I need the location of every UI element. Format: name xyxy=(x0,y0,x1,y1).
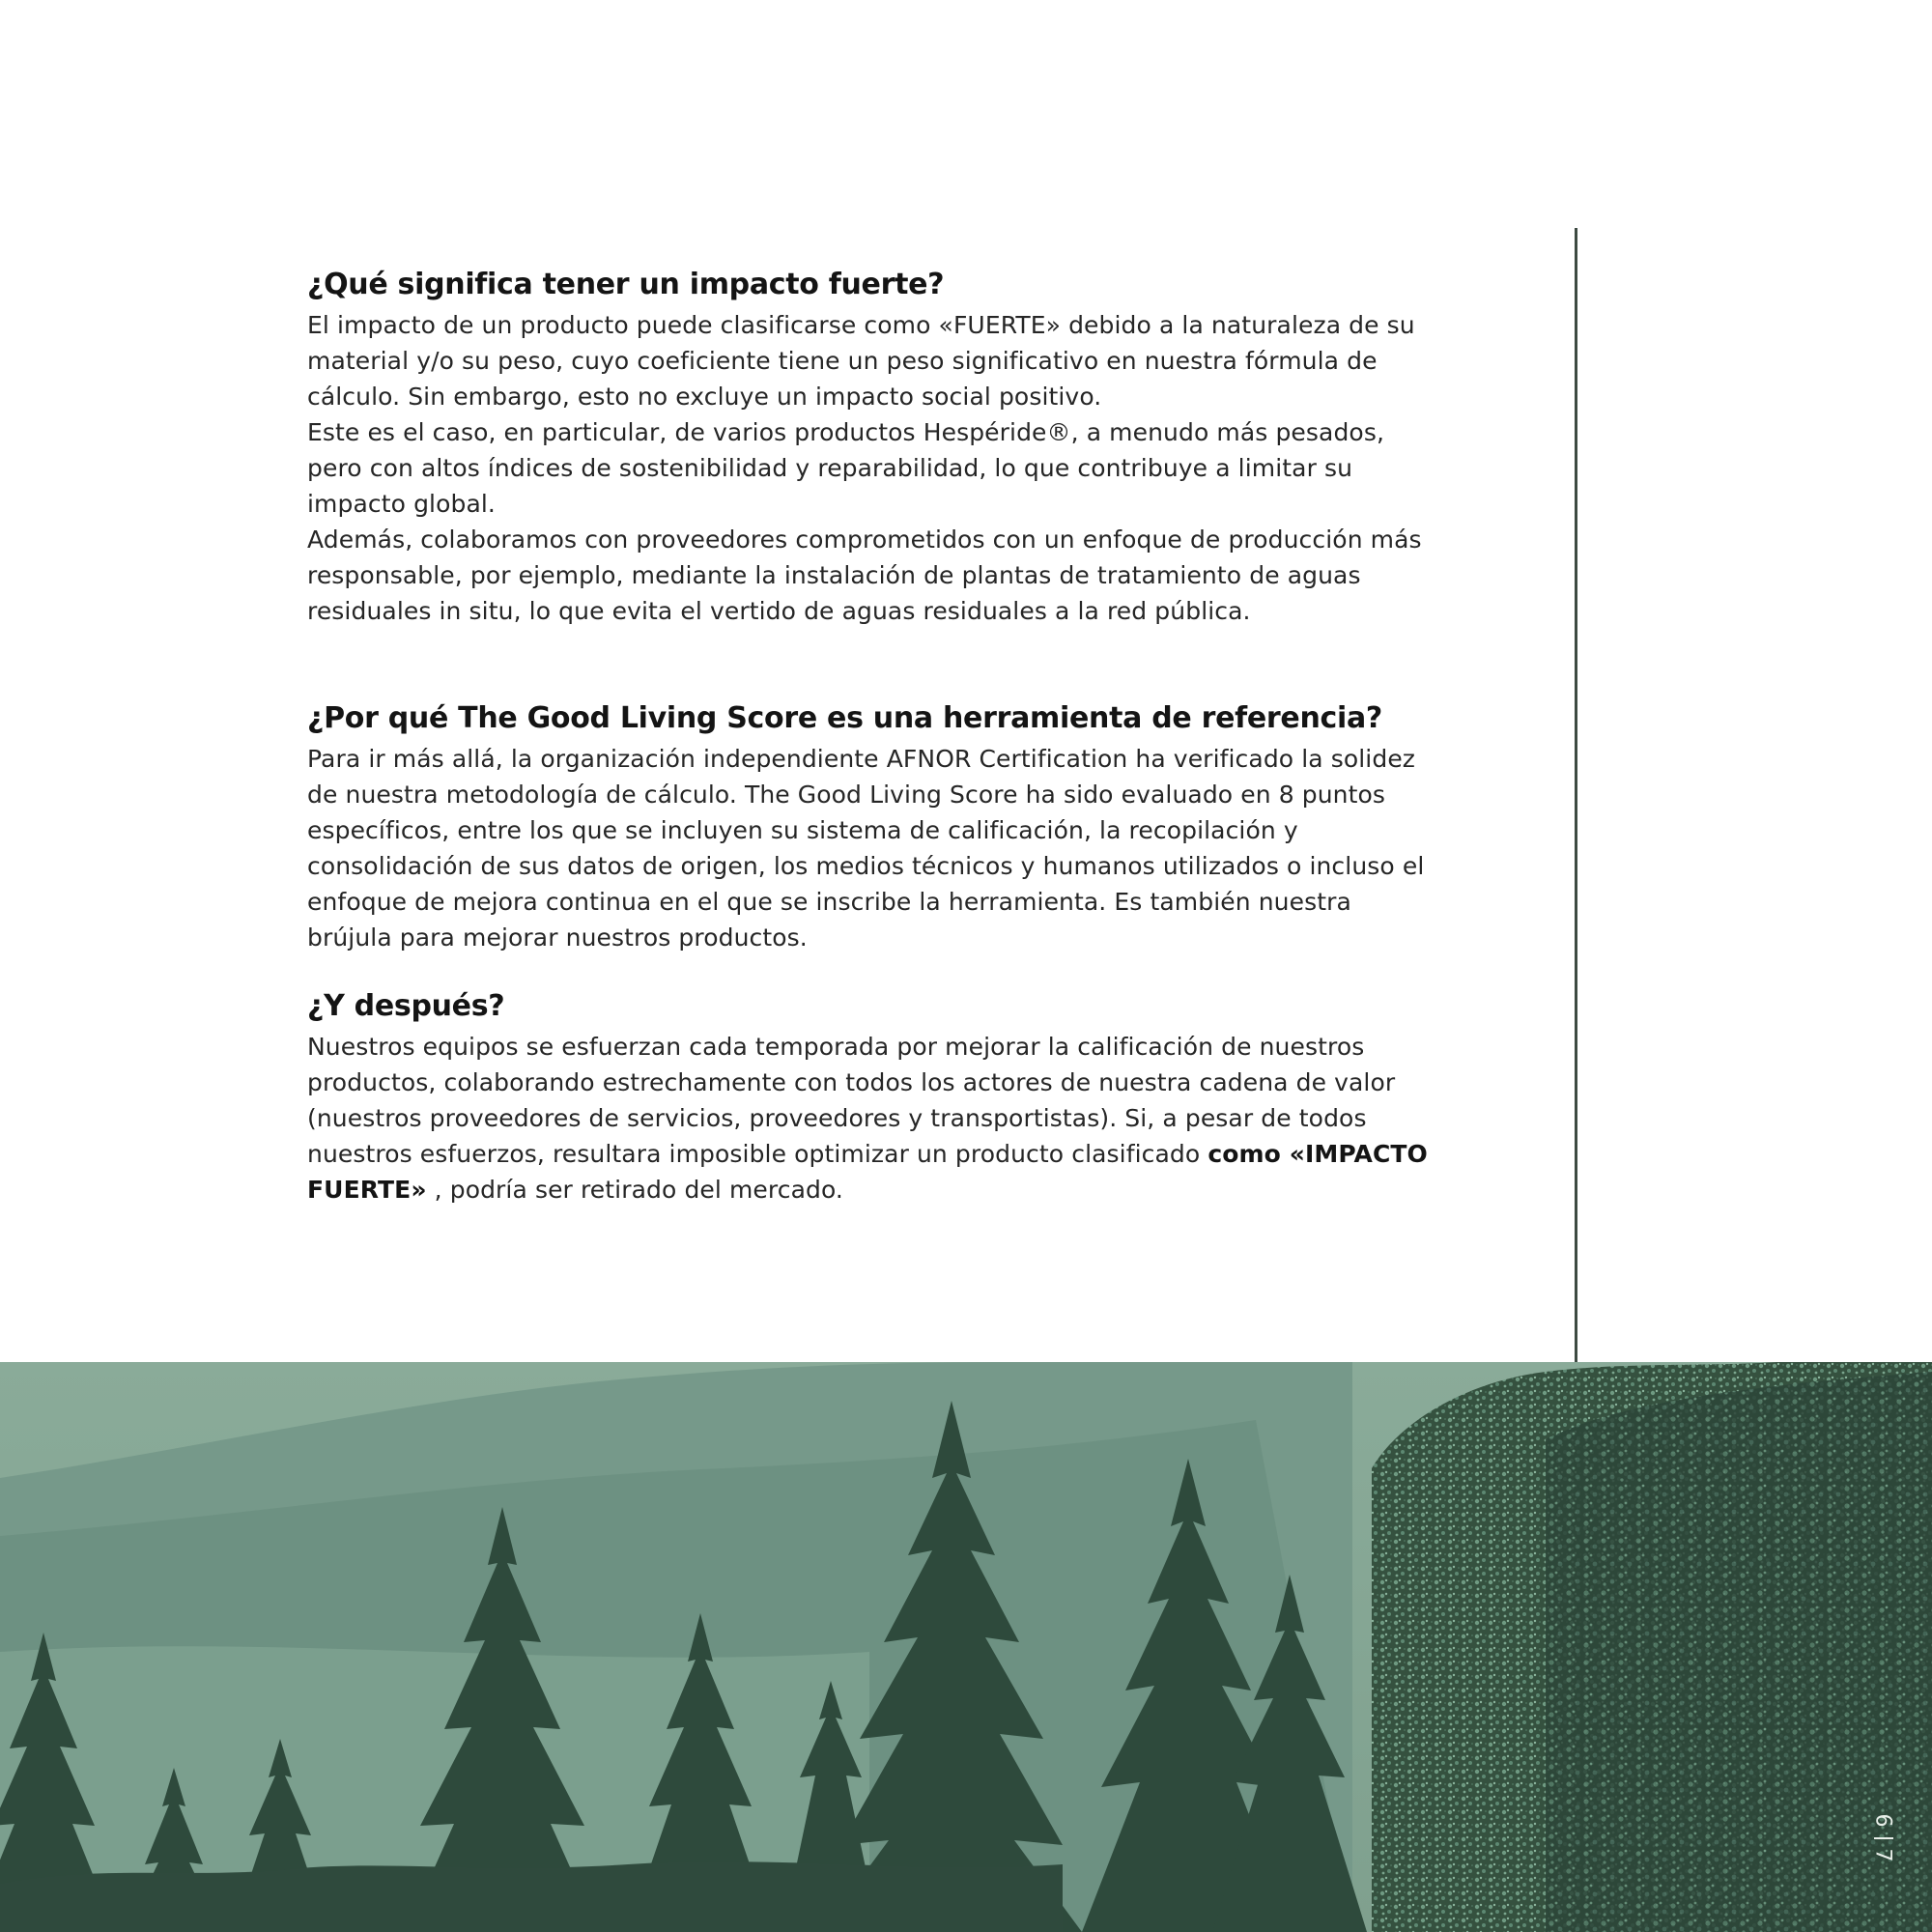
section-next-steps xyxy=(307,984,1437,1208)
paragraph: Además, colaboramos con proveedores comprometidos con un enfoque de producción más responsable, por ejemplo, mediante la instalación de plantas de tratamiento de aguas residuales in situ, lo que evita el vertido de aguas residuales a la red pública. xyxy=(307,526,1422,625)
paragraph: El impacto de un producto puede clasificarse como «FUERTE» debido a la naturaleza de su material y/o su peso, cuyo coeficiente tiene un peso significativo en nuestra fórmula de cálculo. Sin embargo, esto no excluye un impacto social positivo. xyxy=(307,311,1415,411)
page-number-divider xyxy=(1874,1837,1893,1839)
article-body xyxy=(307,263,1437,1208)
paragraph xyxy=(307,1029,1437,1208)
forest-illustration xyxy=(0,1362,1932,1932)
paragraph: Para ir más allá, la organización independiente AFNOR Certification ha verificado la solidez de nuestra metodología de cálculo. The Good Living Score ha sido evaluado en 8 puntos específicos, entre los que se incluyen su sistema de calificación, la recopilación y consolidación de sus datos de origen, los medios técnicos y humanos utilizados o incluso el enfoque de mejora continua en el que se inscribe la herramienta. Es también nuestra brújula para mejorar nuestros productos. xyxy=(307,745,1425,952)
vertical-divider xyxy=(1575,228,1577,1362)
paragraph-text: , podría ser retirado del mercado. xyxy=(426,1176,843,1204)
paragraph: Este es el caso, en particular, de varios productos Hespéride®, a menudo más pesados, pero con altos índices de sostenibilidad y reparabilidad, lo que contribuye a limitar su impacto global. xyxy=(307,418,1384,518)
section-reference-tool xyxy=(307,696,1437,955)
bold-phrase: como «IMPACTO FUERTE» xyxy=(307,1140,1428,1204)
section-title: ¿Y después? xyxy=(307,989,505,1023)
section-title: ¿Qué significa tener un impacto fuerte? xyxy=(307,268,945,301)
paragraph-text: Nuestros equipos se esfuerzan cada temporada por mejorar la calificación de nuestros productos, colaborando estrechamente con todos los actores de nuestra cadena de valor (nuestros proveedores de servicios, proveedores y transportistas). Si, a pesar de todos nuestros esfuerzos, resultara imposible optimizar un producto clasificado xyxy=(307,1033,1396,1168)
page-number xyxy=(1866,1808,1905,1876)
section-title: ¿Por qué The Good Living Score es una herramienta de referencia? xyxy=(307,701,1383,735)
page-number-current: 6 xyxy=(1870,1813,1895,1828)
page-number-next: 7 xyxy=(1870,1848,1895,1862)
forest-photo xyxy=(0,1362,1932,1932)
section-strong-impact xyxy=(307,263,1437,629)
